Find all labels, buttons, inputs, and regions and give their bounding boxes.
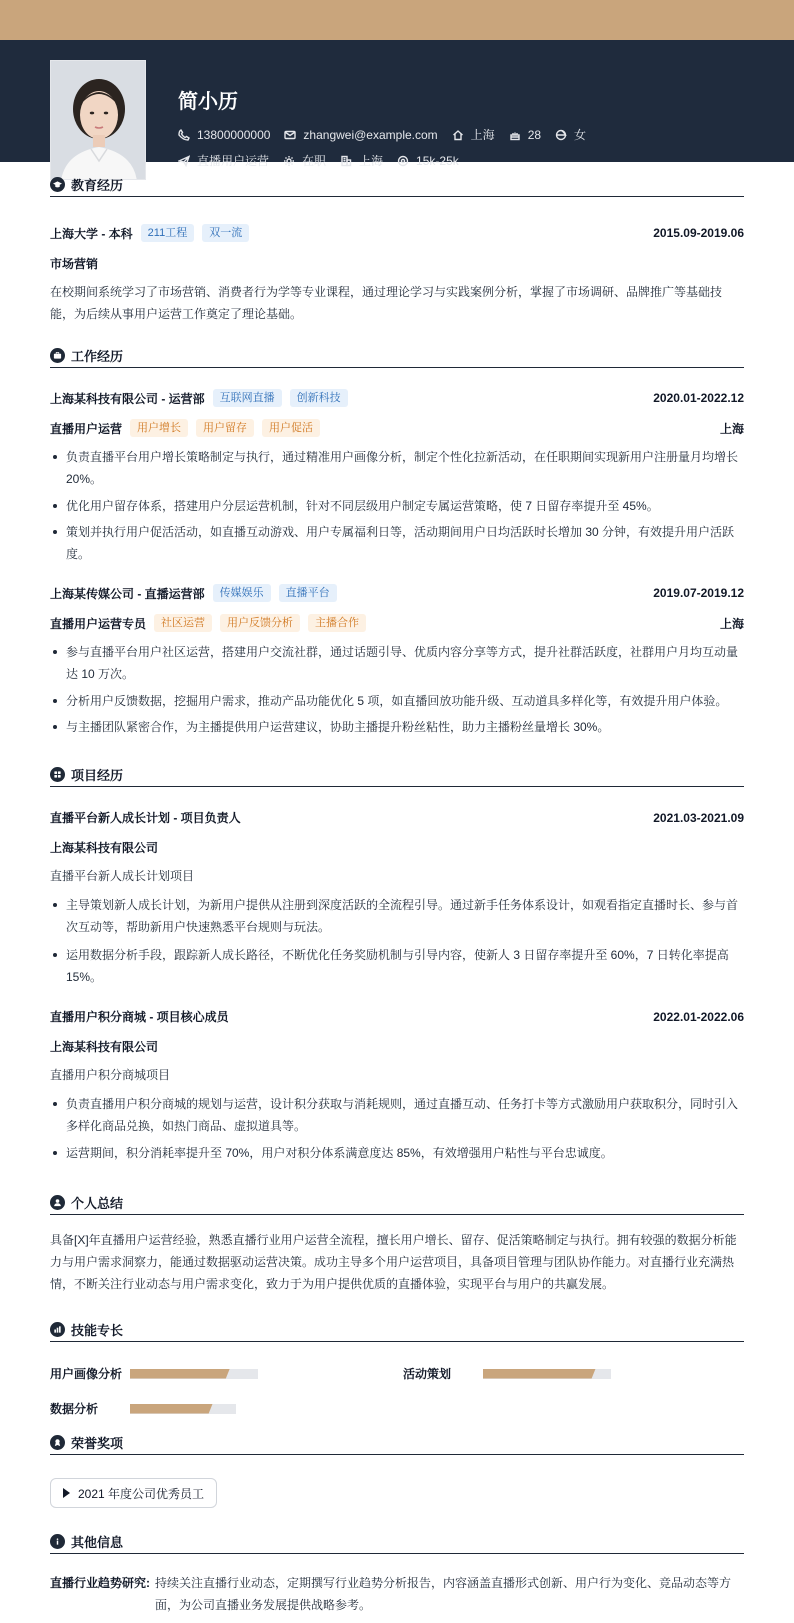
phone-item [178,128,270,142]
role-tag: 社区运营 [154,614,212,632]
gender-text: 女 [574,128,587,142]
section-title: 个人总结 [71,1196,124,1211]
school-tag: 双一流 [202,224,249,242]
education-description: 在校期间系统学习了市场营销、消费者行为学等专业课程，通过理论学习与实践案例分析，掌握了市场调研、品牌推广等基础技能，为后续从事用户运营工作奠定了理论基础。 [50,285,723,321]
location-item [452,126,495,143]
avatar-portrait-icon [51,61,146,180]
skill-name: 活动策划 [403,1367,452,1381]
candidate-name: 简小历 [178,91,238,113]
company-tag: 互联网直播 [213,389,282,407]
email-icon [284,129,296,141]
work-bullet: 参与直播平台用户社区运营，搭建用户交流社群，通过话题引导、优质内容分享等方式，提升社群活跃度，社群用户月均互动量达 10 万次。 [50,641,744,685]
education-header-line [50,224,744,242]
project-title: 直播平台新人成长计划 - 项目负责人 [50,811,241,825]
role-tag: 用户增长 [130,419,188,437]
project-date: 2021.03-2021.09 [653,810,744,825]
info-icon [50,1534,65,1549]
section-title: 项目经历 [71,768,124,783]
home-icon [452,129,464,141]
section-summary [50,1191,744,1215]
section-honors [50,1431,744,1455]
section-education [50,173,744,197]
company-tag: 创新科技 [290,389,348,407]
project-bullet: 负责直播用户积分商城的规划与运营，设计积分获取与消耗规则，通过直播互动、任务打卡等方式激励用户获取积分，同时引入多样化商品兑换，如热门商品、虚拟道具等。 [50,1093,744,1137]
project-bullet: 主导策划新人成长计划，为新用户提供从注册到深度活跃的全流程引导。通过新手任务体系设计，如观看指定直播时长、参与首次互动等，帮助新用户快速熟悉平台规则与玩法。 [50,894,744,938]
skill-bar [483,1369,611,1379]
work-2-header-line [50,584,744,602]
honor-item [50,1478,217,1508]
work-2-role-line [50,614,744,632]
skill-item [403,1365,611,1382]
skill-item [50,1400,236,1417]
major-name: 市场营销 [50,257,99,271]
location-text: 上海 [470,128,495,142]
role-tag: 用户促活 [262,419,320,437]
building-icon [340,155,352,167]
send-icon [178,155,190,167]
role-tag: 用户反馈分析 [220,614,300,632]
email-text: zhangwei@example.com [303,127,438,142]
section-title: 教育经历 [71,178,124,193]
phone-icon [178,129,190,141]
project-subtitle: 直播平台新人成长计划项目 [50,869,195,883]
project-2-header-line [50,1008,744,1025]
project-date: 2022.01-2022.06 [653,1009,744,1024]
target-job-item [178,152,269,169]
award-medal-icon [50,1435,65,1450]
section-work [50,344,744,368]
email-item [284,128,437,142]
status-gear-icon [283,155,295,167]
work-bullet: 分析用户反馈数据，挖掘用户需求，推动产品功能优化 5 项，如直播回放功能升级、互动道具多样化等，有效提升用户体验。 [50,690,744,712]
project-bullet: 运营期间，积分消耗率提升至 70%，用户对积分体系满意度达 85%，有效增强用户粘性与平台忠诚度。 [50,1142,744,1164]
role-name: 直播用户运营专员 [50,616,147,631]
avatar [50,60,146,180]
project-1-org-line [50,839,744,856]
play-triangle-icon [63,1488,70,1498]
graduation-cap-icon [50,177,65,192]
education-major-line [50,255,744,272]
section-title: 工作经历 [71,349,124,364]
school-tag: 211工程 [141,224,195,242]
salary-text: 15k-25k [416,153,459,168]
target-city-text: 上海 [359,154,384,168]
section-other [50,1530,744,1554]
project-1-header-line [50,809,744,826]
work-bullet: 策划并执行用户促活活动，如直播互动游戏、用户专属福利日等，活动期间用户日均活跃时长增加 30 分钟，有效提升用户活跃度。 [50,521,744,565]
user-icon [50,1195,65,1210]
skill-name: 数据分析 [50,1402,99,1416]
work-1-header-line [50,389,744,407]
role-tag: 用户留存 [196,419,254,437]
work-date: 2020.01-2022.12 [653,391,744,405]
education-date: 2015.09-2019.06 [653,226,744,240]
skill-bar [130,1404,236,1414]
work-bullet: 负责直播平台用户增长策略制定与执行，通过精准用户画像分析，制定个性化拉新活动，在任职期间实现新用户注册量月均增长 20%。 [50,446,744,490]
company-tag: 直播平台 [279,584,337,602]
bar-chart-icon [50,1322,65,1337]
work-bullet: 与主播团队紧密合作，为主播提供用户运营建议，协助主播提升粉丝粘性，助力主播粉丝量增长 30%。 [50,716,744,738]
top-accent-strip [0,0,794,40]
cake-icon [509,129,521,141]
phone-text: 13800000000 [197,127,271,142]
company-tag: 传媒娱乐 [213,584,271,602]
salary-item [397,154,459,168]
target-city-item [340,152,383,169]
other-info-label: 直播行业趋势研究: [50,1576,150,1590]
status-text: 在职 [302,154,327,168]
section-title: 荣誉奖项 [71,1436,124,1451]
summary-text: 具备[X]年直播用户运营经验，熟悉直播行业用户运营全流程，擅长用户增长、留存、促活策略制定与执行。拥有较强的数据分析能力与用户需求洞察力，能通过数据驱动运营决策。成功主导多个用户运营项目，具备项目管理与团队协作能力。对直播行业充满热情，不断关注行业动态与用户需求变化，致力于为用户提供优质的直播体验，实现平台与用户的共赢发展。 [50,1233,737,1291]
project-title: 直播用户积分商城 - 项目核心成员 [50,1010,229,1024]
skill-bar [130,1369,258,1379]
grid-apps-icon [50,767,65,782]
gender-icon [555,129,567,141]
age-item [509,128,541,142]
work-city: 上海 [719,616,744,631]
section-title: 技能专长 [71,1323,124,1338]
salary-icon [397,155,409,167]
skill-item [50,1365,258,1382]
profile-header [0,40,794,168]
project-2-org-line [50,1038,744,1055]
work-1-role-line [50,419,744,437]
company-name: 上海某科技有限公司 - 运营部 [50,391,205,406]
gender-item [555,126,586,143]
honor-text: 2021 年度公司优秀员工 [78,1486,205,1501]
age-text: 28 [527,127,542,142]
project-bullet: 运用数据分析手段，跟踪新人成长路径，不断优化任务奖励机制与引导内容，使新人 3 日留存率提升至 60%，7 日转化率提高 15%。 [50,944,744,988]
section-projects [50,763,744,787]
school-name: 上海大学 - 本科 [50,226,133,241]
target-job-text: 直播用户运营 [197,154,270,168]
work-city: 上海 [719,421,744,436]
skill-bar-fill [483,1369,596,1379]
status-item [283,152,326,169]
contact-row [178,126,600,143]
skill-bar-fill [130,1404,213,1414]
role-name: 直播用户运营 [50,421,123,436]
project-org: 上海某科技有限公司 [50,841,159,855]
other-info-text: 持续关注直播行业动态，定期撰写行业趋势分析报告，内容涵盖直播形式创新、用户行为变化、竞品动态等方面，为公司直播业务发展提供战略参考。 [155,1576,732,1612]
skill-bar-fill [130,1369,230,1379]
project-subtitle: 直播用户积分商城项目 [50,1068,171,1082]
project-org: 上海某科技有限公司 [50,1040,159,1054]
work-bullet: 优化用户留存体系，搭建用户分层运营机制，针对不同层级用户制定专属运营策略，使 7 日留存率提升至 45%。 [50,495,744,517]
skill-name: 用户画像分析 [50,1367,123,1381]
section-title: 其他信息 [71,1535,124,1550]
briefcase-icon [50,348,65,363]
other-info-item [50,1572,744,1616]
section-skills [50,1318,744,1342]
role-tag: 主播合作 [308,614,366,632]
work-date: 2019.07-2019.12 [653,586,744,600]
job-intent-row [178,152,473,169]
company-name: 上海某传媒公司 - 直播运营部 [50,586,205,601]
